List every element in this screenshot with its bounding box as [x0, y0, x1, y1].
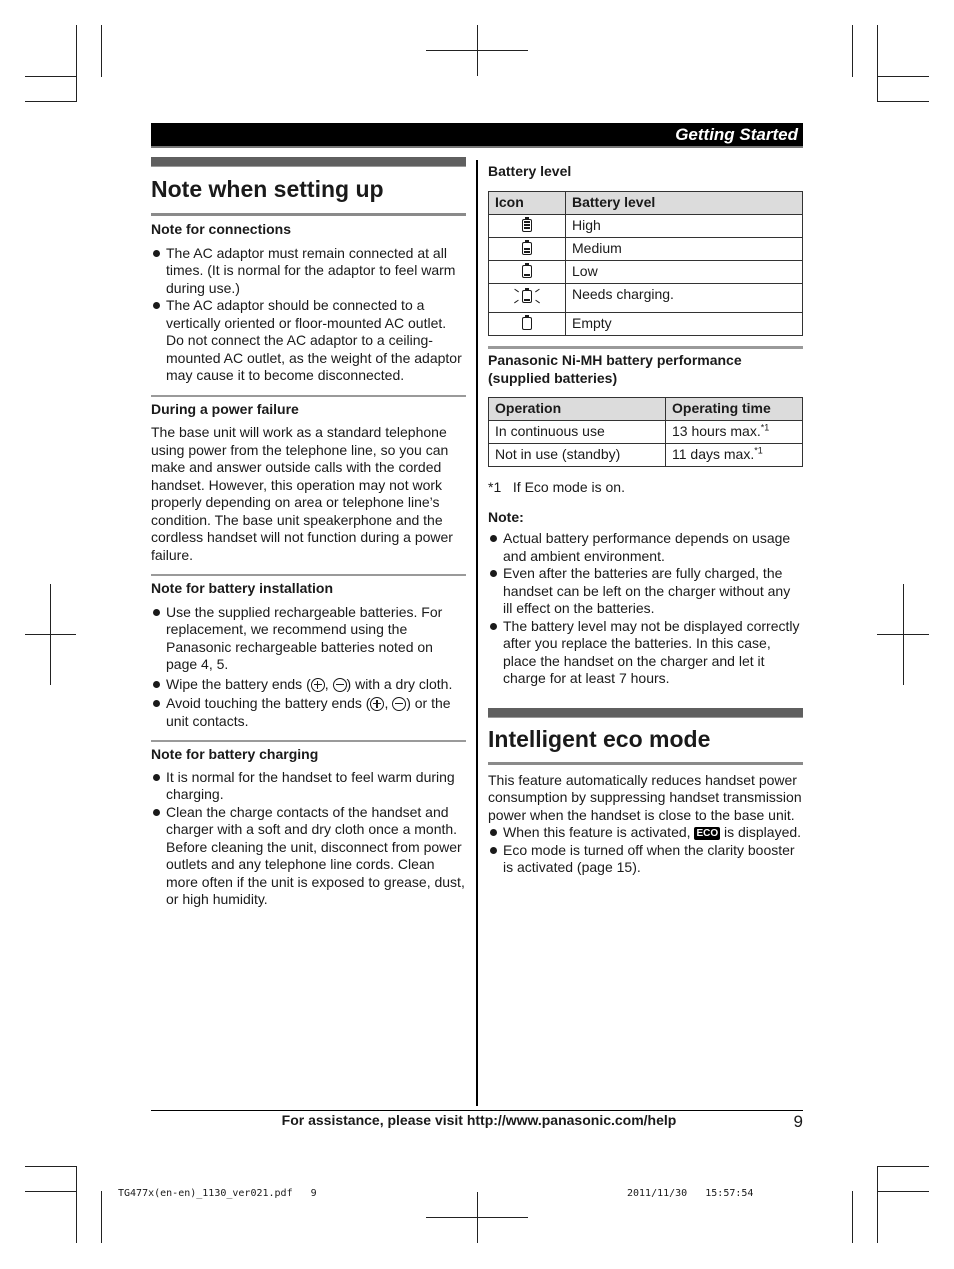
- crop-mark: [877, 25, 878, 102]
- performance-table: [488, 397, 803, 467]
- eco-icon: ECO: [696, 828, 719, 839]
- battery-icon: [522, 290, 532, 303]
- eco-mode-text: This feature automatically reduces handset power consumption by suppressing handset transmission power when the handset is close to the base unit.: [488, 771, 802, 823]
- right-column: [488, 157, 803, 877]
- section-header-bar: [151, 123, 803, 148]
- table-cell: [666, 444, 803, 467]
- crop-mark: [101, 25, 102, 77]
- item-text: is displayed.: [720, 824, 802, 840]
- crop-mark: [76, 25, 77, 102]
- table-cell: Needs charging.: [566, 283, 803, 313]
- list-item: It is normal for the handset to feel warm during charging.: [151, 769, 466, 804]
- table-cell: In continuous use: [489, 421, 666, 444]
- table-cell: [489, 260, 566, 283]
- power-failure-text: The base unit will work as a standard telephone using power from the telephone line, so you can make and answer outside calls with the corded handset. However, this operation may not work properly depending on area or telephone line’s condition. The base unit speakerphone and the cordless handset will not function during a power failure.: [151, 424, 453, 563]
- item-text: ) with a dry cloth.: [346, 675, 453, 692]
- crop-mark: [852, 1191, 853, 1243]
- battery-installation-section: [151, 576, 466, 730]
- table-row: [489, 421, 803, 444]
- list-item: [488, 824, 803, 842]
- crop-mark: [877, 634, 929, 635]
- flash-ray: [514, 288, 519, 292]
- table-cell: High: [566, 214, 803, 237]
- table-row: [489, 237, 803, 260]
- crop-mark: [877, 76, 929, 77]
- table-header-row: [489, 191, 803, 214]
- flash-ray: [535, 299, 540, 303]
- table-cell: [489, 214, 566, 237]
- connections-heading: Note for connections: [151, 221, 292, 237]
- list-item: Actual battery performance depends on usage and ambient environment.: [488, 530, 803, 565]
- list-item: The battery level may not be displayed correctly after you replace the batteries. In this case, place the handset on the charger and let it charge for at least 7 hours.: [488, 618, 803, 688]
- battery-level-fill: [524, 221, 530, 230]
- battery-installation-list: [151, 604, 466, 731]
- list-item: Use the supplied rechargeable batteries. For replacement, we recommend using the Panasonic rechargeable batteries noted on page 4, 5.: [151, 604, 466, 674]
- item-text: ,: [324, 675, 333, 692]
- cell-value: 13 hours max.: [672, 423, 761, 439]
- print-filename: TG477x(en-en)_1130_ver021.pdf 9: [118, 1188, 317, 1199]
- flash-ray: [514, 299, 519, 303]
- footer-rule: [151, 1110, 803, 1111]
- connections-list: [151, 245, 466, 385]
- list-item: Even after the batteries are fully charged, the handset can be left on the charger without any ill effect on the batteries.: [488, 565, 803, 618]
- divider: [488, 762, 803, 765]
- note-list: [488, 530, 803, 688]
- list-item: The AC adaptor must remain connected at all times. (It is normal for the adaptor to feel warm during use.): [151, 245, 466, 298]
- crop-mark: [25, 634, 76, 635]
- table-cell: Medium: [566, 237, 803, 260]
- crop-mark: [76, 1166, 77, 1243]
- crop-mark: [101, 1191, 102, 1243]
- battery-charging-section: [151, 742, 466, 909]
- column-divider: [476, 160, 478, 1106]
- battery-installation-heading: Note for battery installation: [151, 580, 334, 596]
- table-cell: Low: [566, 260, 803, 283]
- battery-medium-icon: [522, 242, 532, 255]
- eco-mode-list: [488, 824, 803, 877]
- battery-level-fill: [524, 299, 530, 301]
- crop-mark: [426, 50, 528, 51]
- column-header-battery-level: Battery level: [566, 191, 803, 214]
- page-title: Note when setting up: [151, 176, 384, 202]
- power-failure-section: [151, 397, 466, 565]
- crop-mark: [852, 25, 853, 77]
- performance-heading-line2: (supplied batteries): [488, 369, 618, 386]
- list-item: Clean the charge contacts of the handset and charger with a soft and dry cloth once a month. Before cleaning the unit, disconnect from power outlets and any telephone line cords. Clean more often if the unit is exposed to grease, dust, or high humidity.: [151, 804, 466, 909]
- table-row: [489, 444, 803, 467]
- crop-mark: [25, 1166, 76, 1167]
- list-item: [151, 695, 466, 730]
- battery-plus-terminal-icon: [311, 678, 325, 692]
- column-header-operation: Operation: [489, 398, 666, 421]
- table-header-row: [489, 398, 803, 421]
- table-row: [489, 313, 803, 336]
- table-cell: [666, 421, 803, 444]
- crop-mark: [877, 1166, 929, 1167]
- section-header-title: Getting Started: [675, 125, 798, 144]
- list-item: [151, 676, 466, 694]
- footnote-ref: *1: [754, 445, 763, 456]
- table-cell: [489, 237, 566, 260]
- crop-mark: [877, 1191, 929, 1192]
- performance-section: [488, 349, 803, 497]
- table-cell: [489, 313, 566, 336]
- connections-section: [151, 216, 466, 385]
- battery-needs-charging-icon: [514, 286, 540, 306]
- column-header-icon: Icon: [489, 191, 566, 214]
- battery-level-fill: [524, 274, 530, 276]
- table-cell: Empty: [566, 313, 803, 336]
- item-text: When this feature is activated,: [503, 824, 695, 840]
- performance-heading-line1: Panasonic Ni-MH battery performance: [488, 352, 742, 368]
- crop-mark: [877, 1166, 878, 1243]
- column-header-operating-time: Operating time: [666, 398, 803, 421]
- table-row: [489, 283, 803, 313]
- footnote: *1 If Eco mode is on.: [488, 479, 625, 495]
- crop-mark: [25, 1191, 76, 1192]
- item-text: Avoid touching the battery ends (: [166, 695, 371, 711]
- battery-charging-list: [151, 769, 466, 909]
- battery-low-icon: [522, 265, 532, 278]
- footnote-ref: *1: [760, 422, 770, 433]
- battery-level-table: [488, 191, 803, 337]
- item-text: ) or the unit contacts.: [166, 695, 451, 729]
- page-number: 9: [793, 1112, 803, 1131]
- battery-full-icon: [522, 219, 532, 232]
- battery-charging-heading: Note for battery charging: [151, 746, 319, 762]
- eco-mode-title: Intelligent eco mode: [488, 725, 711, 752]
- section-bar: [151, 157, 466, 167]
- footer-assistance-text: For assistance, please visit http://www.panasonic.com/help: [281, 1112, 677, 1128]
- table-row: [489, 214, 803, 237]
- battery-minus-terminal-icon: [333, 678, 347, 692]
- crop-mark: [877, 101, 929, 102]
- battery-level-fill: [524, 248, 530, 253]
- list-item: The AC adaptor should be connected to a vertically oriented or floor-mounted AC outlet. Do not connect the AC adaptor to a ceiling-mounted AC outlet, as the weight of the adaptor may cause it to become disconnected.: [151, 297, 466, 385]
- table-cell: [489, 283, 566, 313]
- battery-plus-terminal-icon: [370, 697, 384, 711]
- battery-empty-icon: [522, 317, 532, 330]
- item-text: ,: [384, 695, 393, 711]
- list-item: Eco mode is turned off when the clarity booster is activated (page 15).: [488, 842, 803, 877]
- power-failure-heading: During a power failure: [151, 400, 299, 417]
- battery-minus-terminal-icon: [392, 697, 406, 711]
- item-text: Wipe the battery ends (: [166, 675, 311, 692]
- crop-mark: [426, 1217, 528, 1218]
- crop-mark: [25, 101, 76, 102]
- cell-value: 11 days max.: [672, 446, 755, 462]
- print-timestamp: 2011/11/30 15:57:54: [627, 1188, 754, 1199]
- table-cell: Not in use (standby): [489, 444, 666, 467]
- table-row: [489, 260, 803, 283]
- flash-ray: [535, 288, 540, 292]
- crop-mark: [25, 76, 76, 77]
- note-heading: Note:: [488, 508, 524, 525]
- section-bar: [488, 708, 803, 718]
- left-column: [151, 157, 466, 909]
- battery-level-heading: Battery level: [488, 163, 572, 179]
